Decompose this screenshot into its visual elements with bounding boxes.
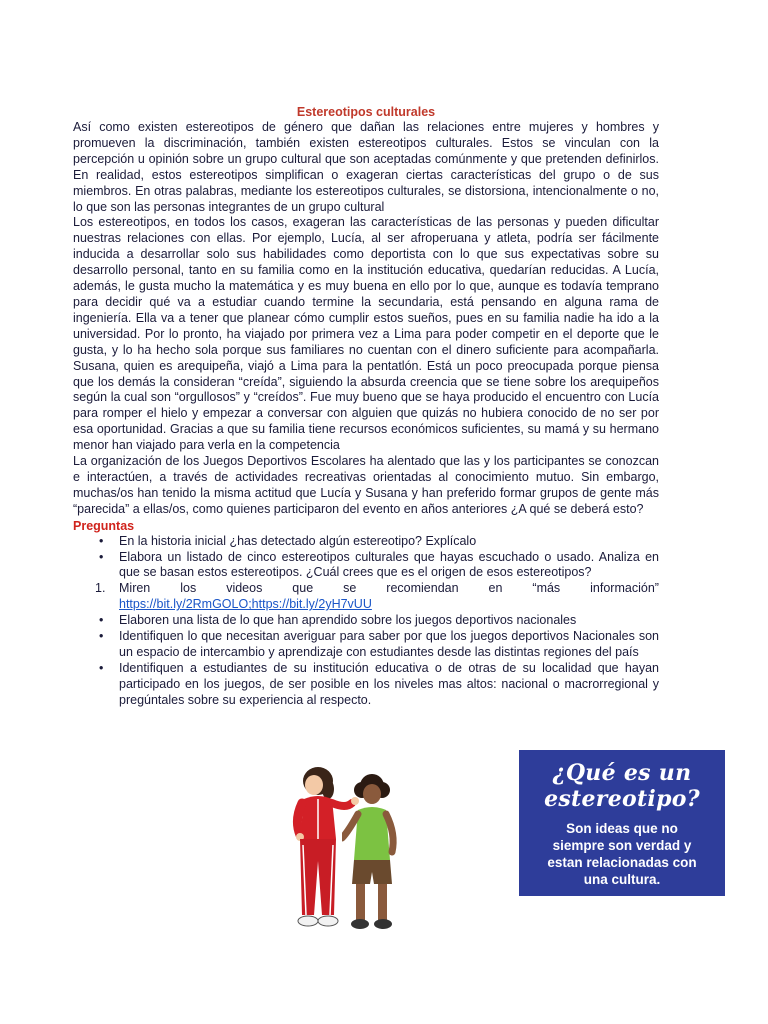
question-text: Identifiquen lo que necesitan averiguar para saber por que los juegos deportivos Nacionales son un espacio de intercambio y aprendizaje con estudiantes desde las distintas regiones del país: [119, 629, 659, 659]
girl-in-green-top-illustration: [342, 772, 410, 934]
questions-list: [73, 534, 659, 709]
number-marker: 1.: [95, 581, 106, 596]
paragraph-story: Los estereotipos, en todos los casos, exageran las características de las personas y pueden dificultar nuestras relaciones con ellas. Por ejemplo, Lucía, al ser afroperuana y atleta, podría ser fácilmente inducida a desarrollar solo sus habilidades como deportista con lo que sus expectativas sobre su desarrollo personal, tanto en su familia como en la institución educativa, quedarían reducidas. A Lucía, además, le gusta mucho la matemática y es muy buena en ello por lo que, aunque es todavía temprano para decidir qué va a estudiar cuando termine la secundaria, está pensando en alguna rama de ingeniería. Ella va a tener que planear cómo cumplir estos sueños, pues en su familia nadie ha ido a la universidad. Por lo pronto, ha viajado por primera vez a Lima para poder competir en el deporte que le gusta, y lo ha hecho sola porque sus familiares no cuentan con el dinero suficiente para acompañarla. Susana, quien es arequipeña, viajó a Lima para la pentatlón. Está un poco preocupada porque piensa que los demás la consideran “creída”, siguiendo la absurda creencia que se tiene sobre los arequipeños según la cual son “orgullosos” y “creídos”. Fue muy bueno que se haya producido el encuentro con Lucía para romper el hielo y empezar a conversar con alguien que quizás no hubiera conocido de no ser por esa oportunidad. Gracias a que su familia tiene recursos económicos suficientes, su mamá y su hermano menor han viajado para verla en la competencia: [73, 215, 659, 453]
bullet-marker: •: [99, 549, 104, 564]
bullet-marker: •: [99, 533, 104, 548]
question-text: Elabora un listado de cinco estereotipos culturales que hayas escuchado o usado. Analiza en que se basan estos estereotipos. ¿Cuál crees que es el origen de esos estereotipos?: [119, 549, 659, 580]
bullet-marker: •: [99, 660, 104, 675]
question-text-videos: Miren los videos que se recomiendan en “más información”: [119, 581, 659, 596]
card-heading: ¿Qué es un estereotipo?: [544, 760, 700, 812]
card-body: Son ideas que no siempre son verdad y estan relacionadas con una cultura.: [547, 821, 697, 887]
document-title: Estereotipos culturales: [296, 105, 436, 119]
paragraph-games: La organización de los Juegos Deportivos Escolares ha alentado que las y los participantes se conozcan e interactúen, a través de actividades recreativas orientadas al conocimiento mutuo. Sin embargo, muchas/os han tenido la misma actitud que Lucía y Susana y han preferido formar grupos de gente más “parecida” a ellas/os, como quienes participaron del evento en años anteriores ¿A qué se deberá esto?: [73, 454, 659, 516]
question-item: [73, 534, 659, 550]
paragraph-intro: Así como existen estereotipos de género que dañan las relaciones entre mujeres y hombres y promueven la discriminación, también existen estereotipos culturales. Estos se vinculan con la percepción u opinión sobre un grupo cultural que son aceptadas comúnmente y que pretenden definirlos. En realidad, estos estereotipos simplifican o exageran ciertas características del grupo o de sus miembros. En otras palabras, mediante los estereotipos culturales, se distorsiona, intencionalmente o no, lo que son las personas integrantes de un grupo cultural: [73, 120, 659, 214]
question-item: [73, 661, 659, 709]
question-item: [73, 550, 659, 582]
question-text: En la historia inicial ¿has detectado algún estereotipo? Explícalo: [119, 533, 477, 548]
question-item: [73, 629, 659, 661]
questions-heading: Preguntas: [73, 518, 135, 533]
video-links[interactable]: https://bit.ly/2RmGOLO;https://bit.ly/2yH7vUU: [119, 597, 372, 612]
question-text: Identifiquen a estudiantes de su institución educativa o de otras de su localidad que hayan participado en los juegos, de ser posible en los niveles mas altos: nacional o macrorregional y pregúntales sobre su experiencia al respecto.: [119, 660, 659, 707]
bullet-marker: •: [99, 629, 104, 644]
bullet-marker: •: [99, 613, 104, 628]
question-item-videos: [73, 581, 659, 613]
question-item: [73, 613, 659, 629]
question-text: Elaboren una lista de lo que han aprendido sobre los juegos deportivos nacionales: [119, 613, 577, 628]
stereotype-definition-card: [519, 750, 725, 896]
document-body: [73, 104, 659, 709]
